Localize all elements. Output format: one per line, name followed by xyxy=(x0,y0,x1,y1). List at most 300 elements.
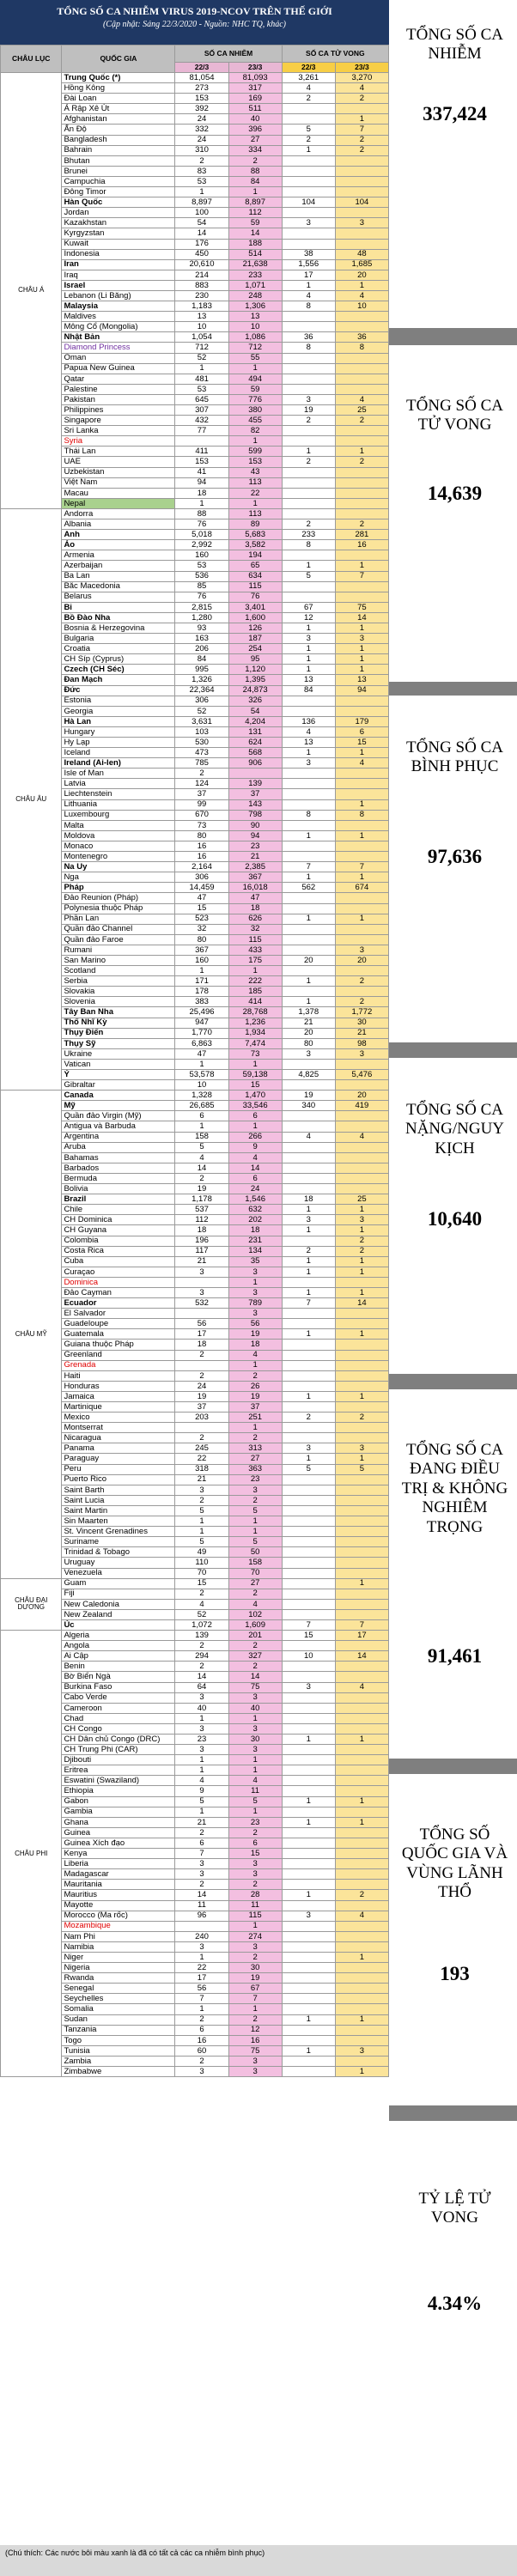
cases-22-3: 1 xyxy=(175,1765,228,1776)
deaths-23-3 xyxy=(335,1755,388,1765)
deaths-22-3 xyxy=(282,1370,335,1381)
country-name: Bỉ xyxy=(62,602,175,612)
cases-23-3: 11 xyxy=(228,1786,282,1796)
cases-22-3: 645 xyxy=(175,394,228,404)
deaths-23-3 xyxy=(335,893,388,903)
deaths-23-3: 2 xyxy=(335,519,388,530)
country-name: Saint Martin xyxy=(62,1505,175,1516)
cases-22-3: 139 xyxy=(175,1631,228,1641)
cases-22-3: 1,280 xyxy=(175,612,228,623)
deaths-23-3: 3 xyxy=(335,634,388,644)
country-name: Slovenia xyxy=(62,997,175,1007)
cases-22-3: 14 xyxy=(175,228,228,239)
deaths-22-3: 1 xyxy=(282,1256,335,1267)
deaths-23-3 xyxy=(335,208,388,218)
cases-22-3: 60 xyxy=(175,2045,228,2056)
cases-23-3: 6 xyxy=(228,1111,282,1121)
deaths-22-3: 2 xyxy=(282,457,335,467)
deaths-23-3: 7 xyxy=(335,571,388,581)
deaths-23-3: 2 xyxy=(335,1246,388,1256)
deaths-22-3: 1 xyxy=(282,1267,335,1277)
cases-23-3: 3 xyxy=(228,1267,282,1277)
deaths-23-3: 4 xyxy=(335,1682,388,1692)
cases-22-3 xyxy=(175,1423,228,1433)
deaths-22-3 xyxy=(282,1423,335,1433)
country-name: El Salvador xyxy=(62,1309,175,1319)
cases-23-3: 11 xyxy=(228,1900,282,1911)
summary-panel xyxy=(389,1058,517,1374)
cases-23-3: 433 xyxy=(228,945,282,955)
deaths-23-3 xyxy=(335,1921,388,1931)
country-name: Mauritius xyxy=(62,1890,175,1900)
cases-22-3: 3 xyxy=(175,1869,228,1880)
cases-23-3: 1 xyxy=(228,363,282,374)
cases-22-3: 3 xyxy=(175,1745,228,1755)
deaths-22-3 xyxy=(282,852,335,862)
deaths-22-3: 1 xyxy=(282,872,335,883)
deaths-23-3: 1 xyxy=(335,644,388,654)
cases-23-3: 1,470 xyxy=(228,1091,282,1101)
country-name: Mauritania xyxy=(62,1880,175,1890)
cases-22-3: 1 xyxy=(175,1121,228,1132)
cases-22-3: 178 xyxy=(175,987,228,997)
deaths-23-3 xyxy=(335,176,388,186)
cases-22-3: 160 xyxy=(175,955,228,965)
cases-23-3: 131 xyxy=(228,726,282,737)
cases-23-3: 326 xyxy=(228,696,282,706)
cases-23-3: 2 xyxy=(228,1952,282,1962)
deaths-22-3: 3 xyxy=(282,1215,335,1225)
deaths-22-3: 1 xyxy=(282,1817,335,1827)
country-name: Nepal xyxy=(62,498,175,508)
deaths-22-3: 4 xyxy=(282,83,335,94)
country-name: Rwanda xyxy=(62,1973,175,1984)
deaths-23-3: 75 xyxy=(335,602,388,612)
deaths-22-3 xyxy=(282,903,335,914)
cases-22-3: 240 xyxy=(175,1931,228,1941)
deaths-22-3: 2 xyxy=(282,1413,335,1423)
deaths-23-3: 419 xyxy=(335,1101,388,1111)
country-name: Vatican xyxy=(62,1059,175,1069)
cases-23-3: 599 xyxy=(228,447,282,457)
cases-23-3: 1 xyxy=(228,1516,282,1527)
deaths-22-3 xyxy=(282,426,335,436)
country-name: Cabo Verde xyxy=(62,1692,175,1703)
deaths-22-3 xyxy=(282,893,335,903)
cases-23-3: 7,474 xyxy=(228,1038,282,1048)
cases-23-3: 8,897 xyxy=(228,197,282,208)
cases-22-3: 117 xyxy=(175,1246,228,1256)
cases-22-3: 785 xyxy=(175,758,228,769)
cases-23-3: 70 xyxy=(228,1568,282,1578)
deaths-23-3 xyxy=(335,1713,388,1723)
cases-22-3: 73 xyxy=(175,820,228,830)
country-name: Niger xyxy=(62,1952,175,1962)
cases-22-3: 56 xyxy=(175,1984,228,1994)
cases-22-3: 20,610 xyxy=(175,259,228,270)
cases-23-3: 3 xyxy=(228,1745,282,1755)
country-name: Singapore xyxy=(62,416,175,426)
cases-23-3: 380 xyxy=(228,405,282,416)
deaths-23-3: 2 xyxy=(335,94,388,104)
deaths-22-3 xyxy=(282,1111,335,1121)
cases-22-3: 16 xyxy=(175,852,228,862)
cases-23-3: 1 xyxy=(228,1059,282,1069)
deaths-22-3 xyxy=(282,436,335,447)
deaths-22-3: 1 xyxy=(282,997,335,1007)
deaths-23-3 xyxy=(335,1994,388,2004)
country-name: Macau xyxy=(62,488,175,498)
deaths-22-3 xyxy=(282,374,335,384)
country-table xyxy=(0,45,389,2077)
deaths-22-3 xyxy=(282,1589,335,1599)
country-name: Liechtenstein xyxy=(62,789,175,799)
country-name: Barbados xyxy=(62,1163,175,1173)
cases-22-3: 1 xyxy=(175,1516,228,1527)
deaths-23-3: 1 xyxy=(335,1735,388,1745)
country-name: Bahrain xyxy=(62,145,175,155)
cases-23-3: 231 xyxy=(228,1236,282,1246)
deaths-22-3: 4,825 xyxy=(282,1070,335,1080)
country-name: Afghanistan xyxy=(62,114,175,125)
cases-22-3: 16 xyxy=(175,841,228,851)
cases-22-3: 392 xyxy=(175,104,228,114)
cases-23-3: 10 xyxy=(228,322,282,332)
deaths-22-3: 1 xyxy=(282,654,335,665)
country-name: Slovakia xyxy=(62,987,175,997)
cases-22-3: 171 xyxy=(175,976,228,987)
deaths-22-3 xyxy=(282,1152,335,1163)
cases-22-3: 473 xyxy=(175,748,228,758)
deaths-23-3: 1 xyxy=(335,1578,388,1589)
country-name: Burkina Faso xyxy=(62,1682,175,1692)
deaths-23-3 xyxy=(335,384,388,394)
cases-23-3: 23 xyxy=(228,1474,282,1485)
cases-23-3: 3 xyxy=(228,1692,282,1703)
deaths-22-3: 5 xyxy=(282,571,335,581)
cases-23-3: 18 xyxy=(228,903,282,914)
deaths-23-3 xyxy=(335,1433,388,1443)
deaths-23-3 xyxy=(335,1402,388,1413)
cases-23-3: 4 xyxy=(228,1152,282,1163)
deaths-22-3 xyxy=(282,1859,335,1869)
deaths-23-3: 1,685 xyxy=(335,259,388,270)
deaths-22-3 xyxy=(282,2025,335,2035)
cases-23-3: 3 xyxy=(228,1859,282,1869)
panel-divider xyxy=(389,1759,517,1774)
country-name: Togo xyxy=(62,2035,175,2045)
country-name: Andorra xyxy=(62,508,175,519)
cases-23-3: 169 xyxy=(228,94,282,104)
cases-23-3: 363 xyxy=(228,1464,282,1474)
deaths-23-3: 2 xyxy=(335,135,388,145)
summary-panel xyxy=(389,2121,517,2545)
cases-22-3: 53,578 xyxy=(175,1070,228,1080)
country-name: Bermuda xyxy=(62,1173,175,1183)
cases-23-3: 185 xyxy=(228,987,282,997)
deaths-23-3 xyxy=(335,155,388,166)
country-name: Guinea xyxy=(62,1827,175,1838)
panel-divider xyxy=(389,1374,517,1389)
cases-22-3: 2 xyxy=(175,2014,228,2025)
country-name: Nigeria xyxy=(62,1963,175,1973)
cases-23-3: 40 xyxy=(228,1703,282,1713)
deaths-22-3 xyxy=(282,1381,335,1391)
cases-22-3: 54 xyxy=(175,218,228,228)
cases-22-3: 47 xyxy=(175,1048,228,1059)
summary-panel xyxy=(389,1389,517,1759)
country-name: Serbia xyxy=(62,976,175,987)
deaths-22-3: 3 xyxy=(282,634,335,644)
deaths-23-3 xyxy=(335,1672,388,1682)
cases-22-3: 536 xyxy=(175,571,228,581)
deaths-22-3: 1 xyxy=(282,976,335,987)
deaths-23-3: 2 xyxy=(335,416,388,426)
deaths-22-3 xyxy=(282,1163,335,1173)
deaths-23-3 xyxy=(335,1599,388,1609)
cases-22-3: 76 xyxy=(175,519,228,530)
country-name: Senegal xyxy=(62,1984,175,1994)
deaths-23-3 xyxy=(335,1527,388,1537)
cases-23-3: 73 xyxy=(228,1048,282,1059)
cases-23-3: 24 xyxy=(228,1184,282,1194)
deaths-23-3 xyxy=(335,1319,388,1329)
country-name: Moldova xyxy=(62,830,175,841)
deaths-22-3 xyxy=(282,353,335,363)
cases-23-3: 14 xyxy=(228,228,282,239)
cases-23-3: 248 xyxy=(228,290,282,301)
cases-22-3: 22 xyxy=(175,1454,228,1464)
table-row xyxy=(1,1631,389,1641)
deaths-23-3: 14 xyxy=(335,1298,388,1309)
cases-23-3: 2 xyxy=(228,1641,282,1651)
deaths-22-3 xyxy=(282,1402,335,1413)
cases-22-3: 18 xyxy=(175,488,228,498)
cases-22-3: 230 xyxy=(175,290,228,301)
country-name: Guadeloupe xyxy=(62,1319,175,1329)
cases-22-3: 3 xyxy=(175,1692,228,1703)
cases-23-3: 789 xyxy=(228,1298,282,1309)
cases-23-3: 334 xyxy=(228,145,282,155)
deaths-22-3 xyxy=(282,1340,335,1350)
cases-22-3: 10 xyxy=(175,1080,228,1091)
country-name: Gambia xyxy=(62,1807,175,1817)
cases-22-3 xyxy=(175,1921,228,1931)
country-name: Czech (CH Séc) xyxy=(62,665,175,675)
deaths-22-3 xyxy=(282,1319,335,1329)
cases-22-3: 15 xyxy=(175,903,228,914)
country-name: Hàn Quốc xyxy=(62,197,175,208)
cases-22-3: 5,018 xyxy=(175,530,228,540)
country-name: Latvia xyxy=(62,779,175,789)
cases-23-3 xyxy=(228,769,282,779)
deaths-23-3 xyxy=(335,1558,388,1568)
deaths-22-3: 2 xyxy=(282,1246,335,1256)
deaths-22-3: 3 xyxy=(282,1048,335,1059)
cases-22-3: 1,326 xyxy=(175,675,228,685)
deaths-22-3 xyxy=(282,1309,335,1319)
deaths-23-3: 36 xyxy=(335,332,388,343)
deaths-23-3: 1 xyxy=(335,1796,388,1807)
cases-22-3: 24 xyxy=(175,135,228,145)
country-name: Tunisia xyxy=(62,2045,175,2056)
page-subtitle: (Cập nhật: Sáng 22/3/2020 - Nguồn: NHC TQ, khác) xyxy=(102,20,287,29)
country-name: Hồng Kông xyxy=(62,83,175,94)
deaths-22-3 xyxy=(282,1360,335,1370)
cases-23-3: 1,609 xyxy=(228,1619,282,1630)
deaths-22-3 xyxy=(282,1059,335,1069)
deaths-22-3: 19 xyxy=(282,405,335,416)
cases-22-3 xyxy=(175,1309,228,1319)
deaths-22-3 xyxy=(282,104,335,114)
deaths-23-3: 20 xyxy=(335,955,388,965)
cases-22-3: 13 xyxy=(175,312,228,322)
deaths-22-3: 1 xyxy=(282,1205,335,1215)
country-name: Nhật Bản xyxy=(62,332,175,343)
deaths-22-3 xyxy=(282,1869,335,1880)
deaths-22-3 xyxy=(282,1236,335,1246)
cases-22-3: 1 xyxy=(175,187,228,197)
summary-column xyxy=(389,0,517,2545)
cases-23-3: 187 xyxy=(228,634,282,644)
cases-22-3: 22,364 xyxy=(175,685,228,696)
deaths-22-3 xyxy=(282,322,335,332)
country-name: Jamaica xyxy=(62,1391,175,1401)
cases-22-3: 1 xyxy=(175,1952,228,1962)
cases-22-3: 1,072 xyxy=(175,1619,228,1630)
country-name: Jordan xyxy=(62,208,175,218)
country-name: UAE xyxy=(62,457,175,467)
deaths-23-3: 1 xyxy=(335,1952,388,1962)
deaths-22-3 xyxy=(282,696,335,706)
country-name: Martinique xyxy=(62,1402,175,1413)
cases-22-3: 37 xyxy=(175,1402,228,1413)
deaths-22-3 xyxy=(282,934,335,945)
deaths-22-3: 13 xyxy=(282,738,335,748)
deaths-22-3 xyxy=(282,1527,335,1537)
cases-23-3: 1,086 xyxy=(228,332,282,343)
cases-23-3: 139 xyxy=(228,779,282,789)
country-name: Kenya xyxy=(62,1849,175,1859)
cases-23-3: 134 xyxy=(228,1246,282,1256)
cases-23-3: 35 xyxy=(228,1256,282,1267)
country-name: Croatia xyxy=(62,644,175,654)
cases-22-3: 1 xyxy=(175,1807,228,1817)
cases-22-3: 11 xyxy=(175,1900,228,1911)
cases-23-3: 50 xyxy=(228,1547,282,1558)
country-name: Aruba xyxy=(62,1142,175,1152)
cases-22-3: 2 xyxy=(175,1827,228,1838)
cases-23-3: 75 xyxy=(228,1682,282,1692)
cases-23-3: 455 xyxy=(228,416,282,426)
summary-label: TỔNG SỐ CA NẶNG/NGUY KỊCH xyxy=(404,1101,505,1157)
deaths-23-3: 1 xyxy=(335,1817,388,1827)
cases-23-3: 18 xyxy=(228,1340,282,1350)
cases-22-3: 883 xyxy=(175,280,228,290)
deaths-23-3: 3 xyxy=(335,1443,388,1454)
deaths-22-3 xyxy=(282,924,335,934)
deaths-23-3: 1 xyxy=(335,623,388,633)
deaths-22-3 xyxy=(282,1765,335,1776)
cases-22-3: 99 xyxy=(175,799,228,810)
cases-22-3: 2 xyxy=(175,1370,228,1381)
cases-23-3: 88 xyxy=(228,166,282,176)
deaths-23-3 xyxy=(335,1111,388,1121)
deaths-23-3: 7 xyxy=(335,125,388,135)
deaths-22-3 xyxy=(282,508,335,519)
deaths-22-3 xyxy=(282,1277,335,1287)
cases-22-3: 14 xyxy=(175,1163,228,1173)
cases-22-3: 53 xyxy=(175,561,228,571)
deaths-23-3: 98 xyxy=(335,1038,388,1048)
deaths-22-3: 10 xyxy=(282,1651,335,1662)
cases-23-3: 21 xyxy=(228,852,282,862)
deaths-23-3: 1 xyxy=(335,830,388,841)
cases-22-3: 23 xyxy=(175,1735,228,1745)
deaths-23-3 xyxy=(335,1973,388,1984)
cases-22-3: 84 xyxy=(175,654,228,665)
country-name: Bồ Đào Nha xyxy=(62,612,175,623)
deaths-22-3 xyxy=(282,208,335,218)
deaths-23-3 xyxy=(335,353,388,363)
cases-22-3: 1,328 xyxy=(175,1091,228,1101)
cases-22-3: 7 xyxy=(175,1994,228,2004)
deaths-22-3 xyxy=(282,550,335,561)
cases-23-3: 2 xyxy=(228,2014,282,2025)
cases-23-3: 2 xyxy=(228,155,282,166)
cases-23-3: 624 xyxy=(228,738,282,748)
cases-22-3: 17 xyxy=(175,1329,228,1340)
cases-23-3: 254 xyxy=(228,644,282,654)
deaths-22-3: 7 xyxy=(282,1619,335,1630)
deaths-23-3: 2 xyxy=(335,997,388,1007)
deaths-23-3: 1 xyxy=(335,2067,388,2077)
country-name: Guinea Xích đạo xyxy=(62,1838,175,1848)
country-name: Belarus xyxy=(62,592,175,602)
cases-23-3: 59 xyxy=(228,384,282,394)
deaths-23-3: 1 xyxy=(335,1205,388,1215)
country-name: Scotland xyxy=(62,966,175,976)
cases-23-3: 94 xyxy=(228,830,282,841)
cases-23-3: 56 xyxy=(228,1319,282,1329)
deaths-23-3: 2 xyxy=(335,457,388,467)
cases-22-3: 432 xyxy=(175,416,228,426)
deaths-23-3 xyxy=(335,1745,388,1755)
deaths-23-3 xyxy=(335,966,388,976)
country-name: Diamond Princess xyxy=(62,343,175,353)
cases-22-3: 37 xyxy=(175,789,228,799)
deaths-23-3 xyxy=(335,322,388,332)
cases-23-3: 2 xyxy=(228,1370,282,1381)
cases-22-3: 160 xyxy=(175,550,228,561)
cases-23-3: 1,934 xyxy=(228,1028,282,1038)
deaths-22-3: 7 xyxy=(282,1298,335,1309)
continent-cell: CHÂU MỸ xyxy=(1,1091,62,1578)
cases-23-3: 202 xyxy=(228,1215,282,1225)
cases-23-3: 188 xyxy=(228,239,282,249)
cases-22-3: 1 xyxy=(175,1755,228,1765)
country-name: Đảo Reunion (Pháp) xyxy=(62,893,175,903)
deaths-23-3 xyxy=(335,1142,388,1152)
cases-23-3: 113 xyxy=(228,508,282,519)
cases-23-3: 1,120 xyxy=(228,665,282,675)
country-name: Madagascar xyxy=(62,1869,175,1880)
cases-23-3: 5 xyxy=(228,1796,282,1807)
deaths-22-3 xyxy=(282,945,335,955)
cases-23-3: 90 xyxy=(228,820,282,830)
cases-22-3: 1 xyxy=(175,1527,228,1537)
deaths-22-3: 1 xyxy=(282,1287,335,1297)
